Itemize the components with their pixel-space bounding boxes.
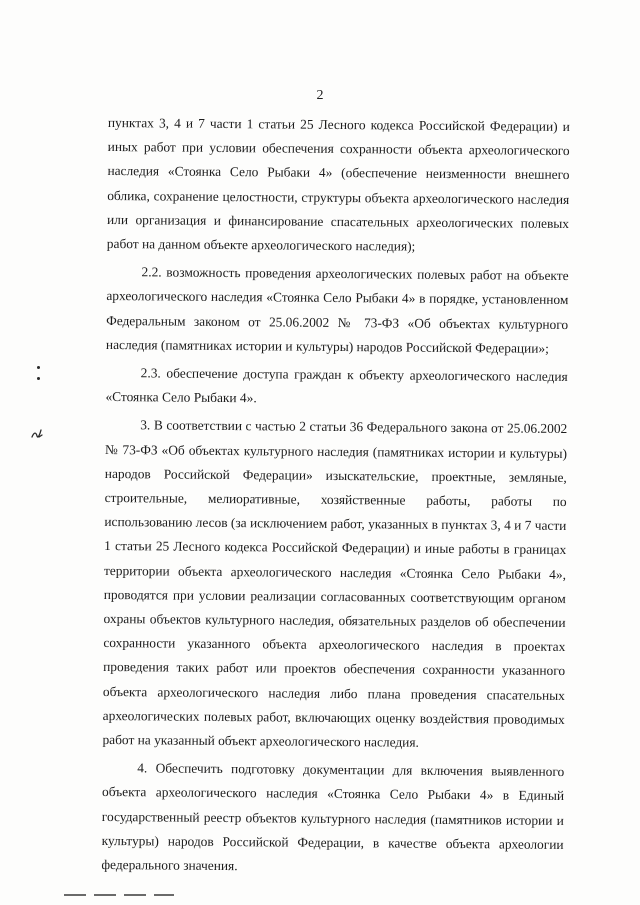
paragraph-2-2: 2.2. возможность проведения археологических полевых работ на объекте археологического наследия «Стоянка Село Рыбаки 4» в порядке, установленном Федеральным законом от 25.06.2002 № 73-ФЗ «Об объектах культурного наследия (памятниках истории и культуры) народов Российской Федерации»; xyxy=(105,264,569,356)
paragraph-2-3: 2.3. обеспечение доступа граждан к объекту археологического наследия «Стоянка Село Рыбаки 4». xyxy=(105,365,568,406)
paragraph-3: 3. В соответствии с частью 2 статьи 36 Федерального закона от 25.06.2002 № 73-ФЗ «Об объектах культурного наследия (памятниках истории и культуры) народов Российской Федерации» изыскательские, проектные, земляные, строительные, мелиоративные, хозяйственные работы, работы по использованию лесов (за исключением работ, указанных в пунктах 3, 4 и 7 части 1 статьи 25 Лесного кодекса Российской Федерации) и иные работы в границах территории объекта археологического наследия «Стоянка Село Рыбаки 4», проводятся при условии реализации согласованных соответствующим органом охраны объектов культурного наследия, обязательных разделов об обеспечении сохранности указанного объекта археологического наследия в проектах проведения таких работ или проектов обеспечения сохранности указанного объекта археологического наследия либо плана проведения спасательных археологических полевых работ, включающих оценку воздействия проводимых работ на указанный объект археологического наследия. xyxy=(102,417,568,750)
document-body xyxy=(101,111,570,885)
margin-scribble-mark xyxy=(30,428,44,440)
paragraph-continuation: пунктах 3, 4 и 7 части 1 статьи 25 Лесного кодекса Российской Федерации) и иных работ при условии обеспечения сохранности объекта археологического наследия «Стоянка Село Рыбаки 4» (обеспечение неизменности внешнего облика, сохранение целостности, структуры объекта археологического наследия или организация и финансирование спасательных археологических полевых работ на данном объекте археологического наследия); xyxy=(106,114,570,254)
page-number: 2 xyxy=(316,88,324,103)
bottom-edge-marks xyxy=(64,894,174,896)
margin-dots-mark xyxy=(37,366,41,388)
paragraph-4: 4. Обеспечить подготовку документации для включения выявленного объекта археологического наследия «Стоянка Село Рыбаки 4» в Единый государственный реестр объектов культурного наследия (памятников истории и культуры) народов Российской Федерации, в качестве объекта археологии федерального значения. xyxy=(101,760,565,874)
